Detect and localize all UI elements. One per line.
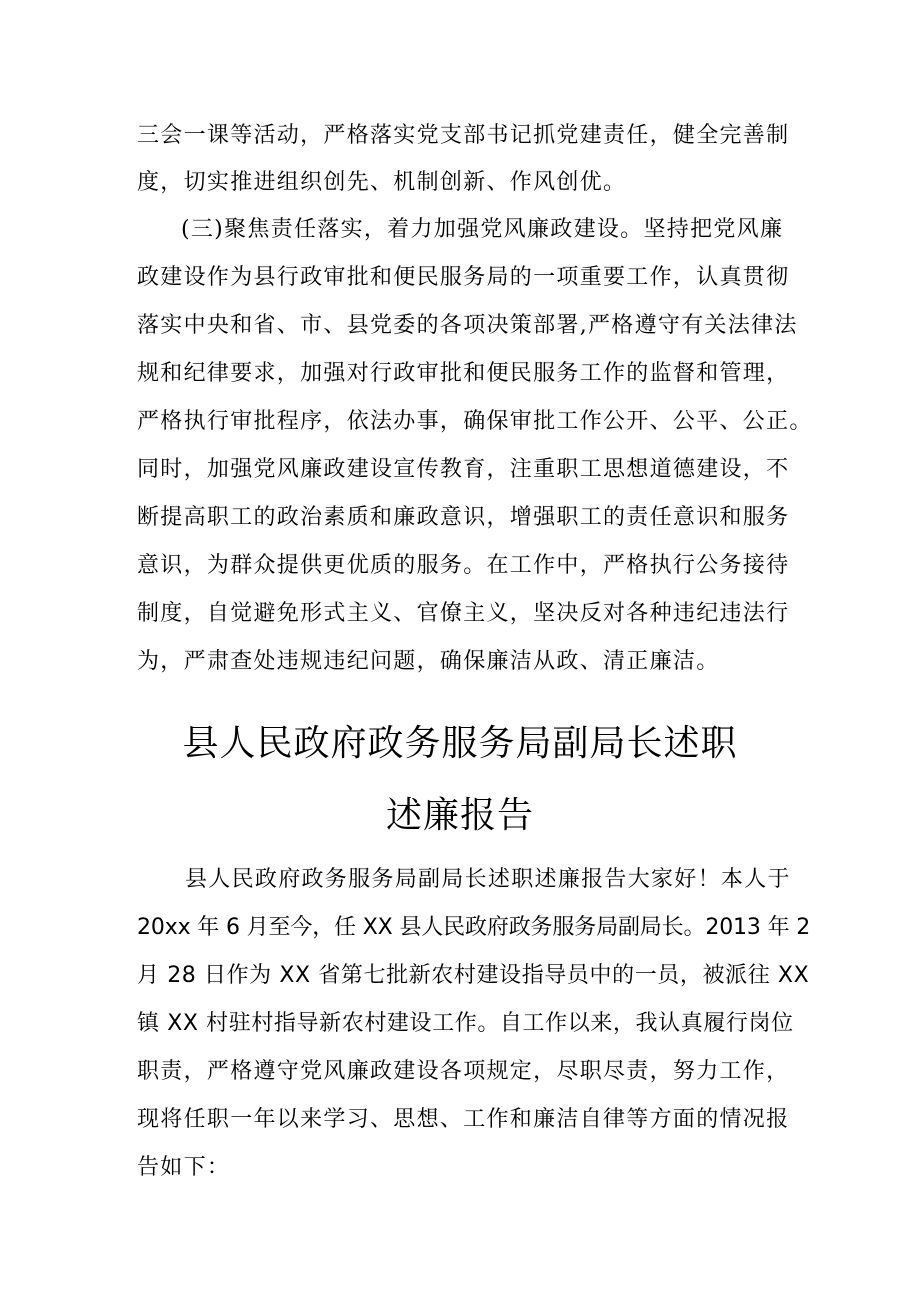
paragraph-line: 断提高职工的政治素质和廉政意识，增强职工的责任意识和服务 [137, 505, 790, 530]
paragraph-line: 落实中央和省、市、县党委的各项决策部署,严格遵守有关法律法 [137, 313, 798, 338]
paragraph-line: 意识，为群众提供更优质的服务。在工作中，严格执行公务接待 [137, 553, 790, 578]
paragraph-line: 镇 XX 村驻村指导新农村建设工作。自工作以来，我认真履行岗位 [137, 1011, 794, 1036]
paragraph-line: 现将任职一年以来学习、思想、工作和廉洁自律等方面的情况报 [137, 1107, 790, 1132]
paragraph-line: 职责，严格遵守党风廉政建设各项规定，尽职尽责，努力工作， [137, 1059, 790, 1084]
paragraph-line: 三会一课等活动，严格落实党支部书记抓党建责任，健全完善制 [137, 123, 790, 148]
article-title-continued: 述廉报告 [385, 795, 534, 836]
article-title: 县人民政府政务服务局副局长述职 [182, 723, 738, 764]
paragraph-line: 政建设作为县行政审批和便民服务局的一项重要工作，认真贯彻 [137, 265, 790, 290]
paragraph-line: 度，切实推进组织创先、机制创新、作风创优。 [137, 170, 627, 195]
paragraph-line: 月 28 日作为 XX 省第七批新农村建设指导员中的一员，被派往 XX [137, 963, 810, 988]
paragraph-line: 规和纪律要求，加强对行政审批和便民服务工作的监督和管理， [137, 361, 790, 386]
paragraph-line: 县人民政府政务服务局副局长述职述廉报告大家好！本人于 [185, 867, 791, 892]
paragraph-line: 制度，自觉避免形式主义、官僚主义，坚决反对各种违纪违法行 [137, 601, 790, 626]
paragraph-line: 告如下： [137, 1155, 231, 1180]
paragraph-line: 20xx 年 6 月至今，任 XX 县人民政府政务服务局副局长。2013 年 2 [137, 915, 811, 940]
paragraph-line: 为，严肃查处违规违纪问题，确保廉洁从政、清正廉洁。 [137, 649, 720, 674]
paragraph-line: 同时，加强党风廉政建设宣传教育，注重职工思想道德建设，不 [137, 457, 790, 482]
paragraph-line: 严格执行审批程序，依法办事，确保审批工作公开、公平、公正。 [137, 409, 813, 434]
paragraph-line: (三)聚焦责任落实，着力加强党风廉政建设。坚持把党风廉 [181, 217, 784, 242]
